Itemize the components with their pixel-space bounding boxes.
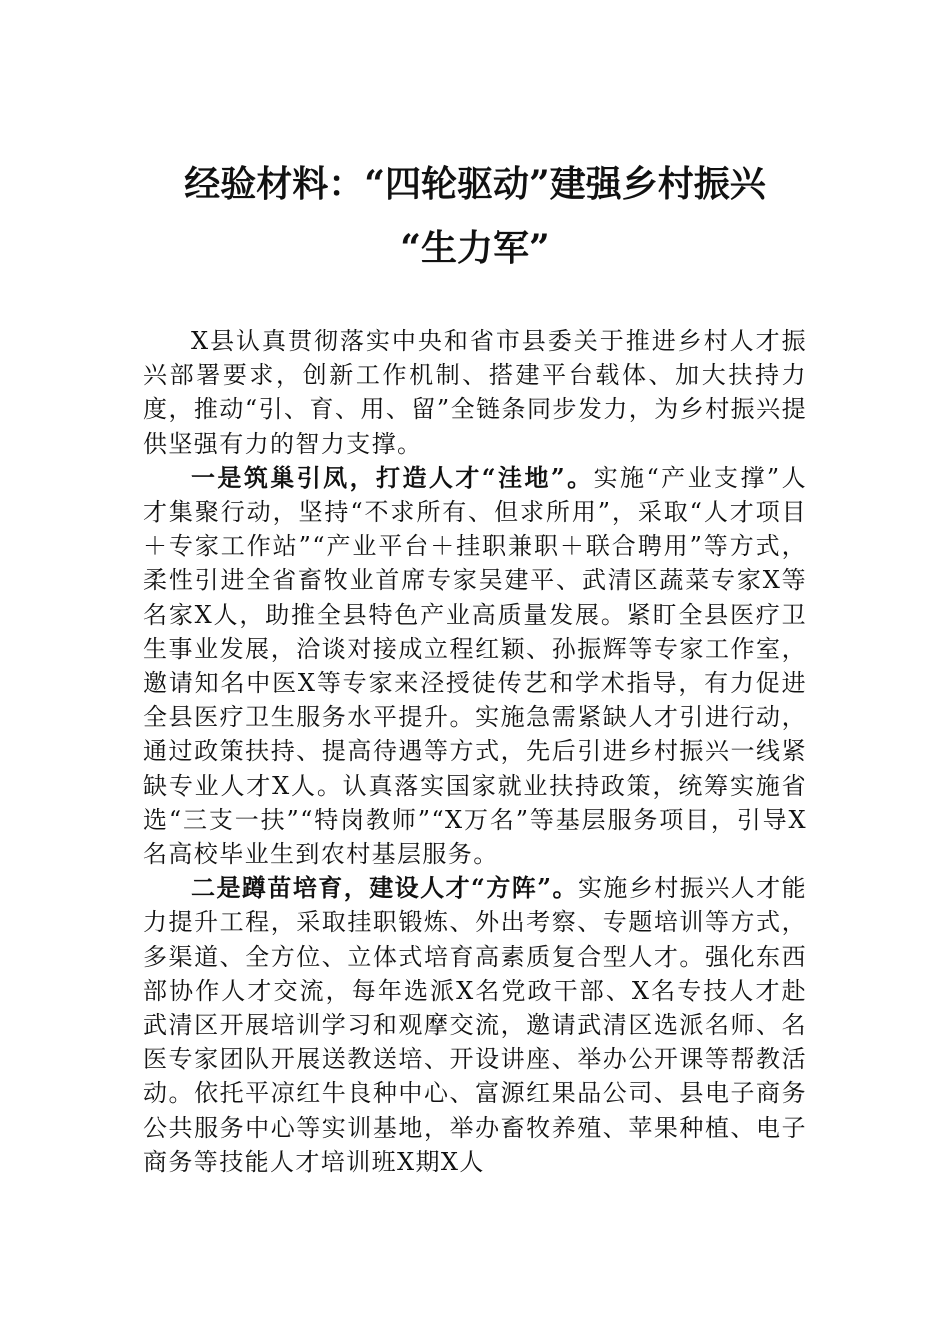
paragraph-text: 实施乡村振兴人才能力提升工程，采取挂职锻炼、外出考察、专题培训等方式，多渠道、全方位、立体式培育高素质复合型人才。强化东西部协作人才交流，每年选派X名党政干部、X名专技人才赴武清区开展培训学习和观摩交流，邀请武清区选派名师、名医专家团队开展送教送培、开设讲座、举办公开课等帮教活动。依托平凉红牛良种中心、富源红果品公司、县电子商务公共服务中心等实训基地，举办畜牧养殖、苹果种植、电子商务等技能人才培训班X期X人 [143, 874, 807, 1176]
document-body [143, 324, 807, 1179]
document-title-line-1: 经验材料：“四轮驱动”建强乡村振兴 [184, 163, 766, 205]
paragraph-intro [143, 324, 807, 461]
paragraph-text: X县认真贯彻落实中央和省市县委关于推进乡村人才振兴部署要求，创新工作机制、搭建平台载体、加大扶持力度，推动“引、育、用、留”全链条同步发力，为乡村振兴提供坚强有力的智力支撑。 [143, 327, 807, 458]
document-title-line-2: “生力军” [400, 227, 550, 269]
paragraph-text: 实施“产业支撑”人才集聚行动，坚持“不求所有、但求所用”，采取“人才项目＋专家工作站”“产业平台＋挂职兼职＋联合聘用”等方式，柔性引进全省畜牧业首席专家吴建平、武清区蔬菜专家X等名家X人，助推全县特色产业高质量发展。紧盯全县医疗卫生事业发展，洽谈对接成立程红颖、孙振辉等专家工作室，邀请知名中医X等专家来泾授徒传艺和学术指导，有力促进全县医疗卫生服务水平提升。实施急需紧缺人才引进行动，通过政策扶持、提高待遇等方式，先后引进乡村振兴一线紧缺专业人才X人。认真落实国家就业扶持政策，统筹实施省选“三支一扶”“特岗教师”“X万名”等基层服务项目，引导X名高校毕业生到农村基层服务。 [143, 463, 807, 869]
paragraph-section-2 [143, 871, 807, 1179]
paragraph-section-1 [143, 461, 807, 871]
paragraph-lead: 一是筑巢引凤，打造人才“洼地”。 [191, 462, 594, 492]
paragraph-lead: 二是蹲苗培育，建设人才“方阵”。 [191, 873, 578, 903]
